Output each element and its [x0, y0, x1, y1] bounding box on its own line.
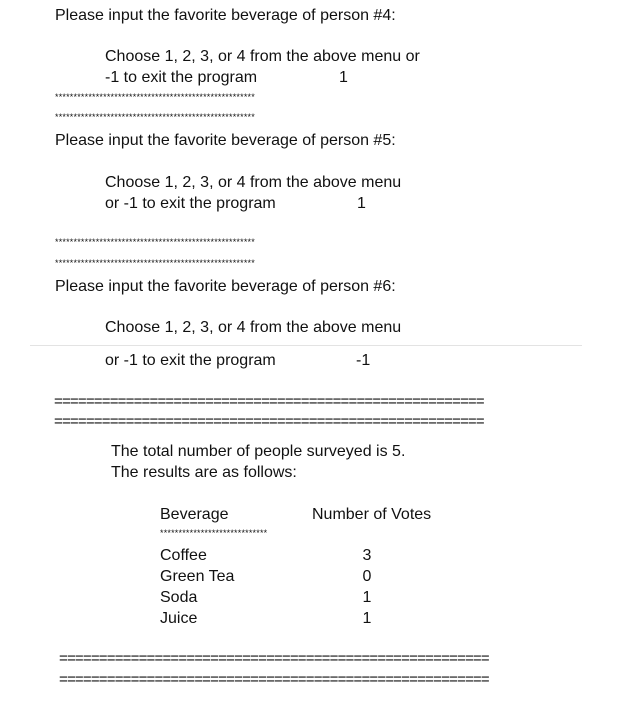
choose-line-1-person-5: Choose 1, 2, 3, or 4 from the above menu — [105, 174, 402, 191]
horizontal-divider — [30, 345, 582, 346]
input-value-person-4: 1 — [339, 69, 348, 86]
total-surveyed-line: The total number of people surveyed is 5. — [111, 443, 406, 460]
table-row-votes: 0 — [362, 568, 372, 585]
table-row-beverage: Coffee — [160, 547, 207, 564]
input-value-person-5: 1 — [357, 195, 366, 212]
prompt-person-4: Please input the favorite beverage of person #4: — [55, 7, 396, 24]
table-row-votes: 1 — [362, 610, 372, 627]
table-row-beverage: Green Tea — [160, 568, 235, 585]
star-separator: ****************************************************** — [55, 92, 255, 102]
choose-line-2-person-5: or -1 to exit the program — [105, 195, 276, 212]
column-header-votes: Number of Votes — [312, 506, 432, 523]
table-header-separator: ***************************** — [160, 528, 268, 538]
prompt-person-6: Please input the favorite beverage of person #6: — [55, 278, 396, 295]
table-row-votes: 1 — [362, 589, 372, 606]
input-value-person-6: -1 — [356, 352, 371, 369]
equals-separator: ====================================================== — [54, 413, 484, 430]
equals-separator: ====================================================== — [59, 650, 489, 667]
equals-separator: ====================================================== — [59, 671, 489, 688]
choose-line-1-person-4: Choose 1, 2, 3, or 4 from the above menu or — [105, 48, 420, 65]
choose-line-2-person-4: -1 to exit the program — [105, 69, 258, 86]
table-row-beverage: Juice — [160, 610, 198, 627]
star-separator: ****************************************************** — [55, 258, 255, 268]
column-header-beverage: Beverage — [160, 506, 229, 523]
choose-line-1-person-6: Choose 1, 2, 3, or 4 from the above menu — [105, 319, 402, 336]
star-separator: ****************************************************** — [55, 237, 255, 247]
prompt-person-5: Please input the favorite beverage of person #5: — [55, 132, 396, 149]
choose-line-2-person-6: or -1 to exit the program — [105, 352, 276, 369]
table-row-beverage: Soda — [160, 589, 198, 606]
equals-separator: ====================================================== — [54, 393, 484, 410]
star-separator: ****************************************************** — [55, 112, 255, 122]
results-intro-line: The results are as follows: — [111, 464, 297, 481]
table-row-votes: 3 — [362, 547, 372, 564]
